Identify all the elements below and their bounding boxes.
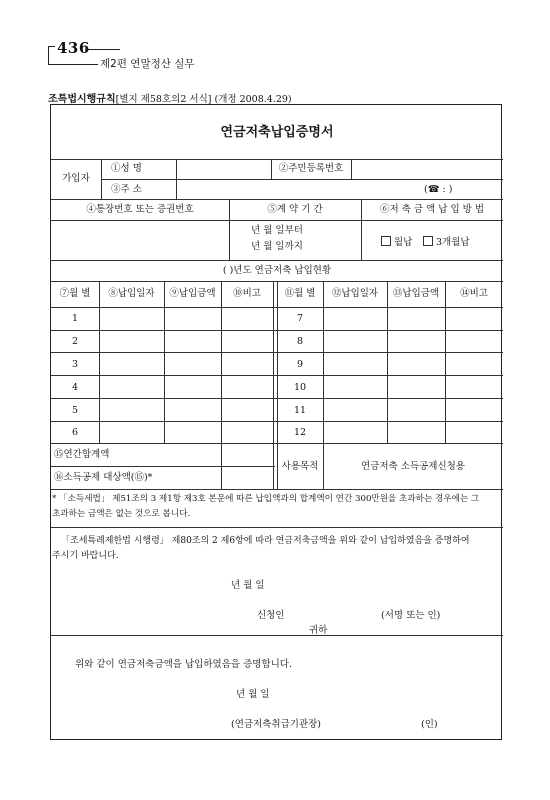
header-underline: [48, 64, 98, 65]
name-label: ①성 명: [111, 163, 142, 174]
col-date-2: ⑫납입일자: [331, 288, 379, 299]
applicant-label: 신청인: [257, 610, 285, 621]
col-amount: ⑨납입금액: [169, 288, 216, 299]
footnote-line-1: * 「소득세법」 제51조의 3 제1항 제3호 본문에 따른 납입액과의 합계액이 연간 300만원을 초과하는 경우에는 그: [52, 494, 480, 504]
account-label: ④통장번호 또는 증권번호: [86, 204, 194, 215]
header-bracket: [48, 46, 55, 65]
month-cell: 7: [296, 313, 304, 324]
purpose-label: 사용목적: [281, 461, 319, 472]
quarterly-label: 3개월납: [436, 237, 470, 248]
page-number: 436: [57, 39, 90, 57]
certify-date: 년 월 일: [236, 689, 270, 700]
col-month: ⑦월 별: [59, 288, 91, 299]
form-title: 연금저축납입증명서: [220, 125, 334, 140]
subscriber-label: 가입자: [62, 173, 90, 184]
section-title: 제2편 연말정산 실무: [100, 58, 195, 70]
seal-label: (인): [421, 719, 438, 730]
monthly-label: 월납: [394, 237, 413, 248]
request-line-1: 「조세특례제한법 시행령」 제80조의 2 제6항에 따라 연금저축금액을 위와 같이 납입하였음을 증명하여: [61, 536, 470, 546]
footnote-line-2: 초과하는 금액은 없는 것으로 봅니다.: [52, 509, 191, 519]
purpose-value: 연금저축 소득공제신청용: [361, 461, 465, 472]
form-reference: [48, 90, 292, 105]
request-date: 년 월 일: [231, 580, 265, 591]
month-cell: 1: [71, 313, 79, 324]
resident-no-label: ②주민등록번호: [278, 163, 344, 174]
month-cell: 3: [71, 359, 79, 370]
month-cell: 12: [293, 427, 307, 438]
certify-text: 위와 같이 연금저축금액을 납입하였음을 증명합니다.: [75, 659, 292, 670]
checkbox-quarterly[interactable]: [423, 236, 433, 246]
monthly-option[interactable]: [381, 236, 412, 248]
resident-no-field[interactable]: [351, 164, 501, 176]
period-label: ⑤계 약 기 간: [267, 204, 323, 215]
month-cell: 10: [293, 382, 307, 393]
name-field[interactable]: [176, 164, 271, 176]
rule-revision: (개정 2008.4.29): [214, 94, 292, 105]
annual-total-label: ⑮연간합계액: [54, 449, 110, 460]
address-label: ③주 소: [111, 184, 142, 195]
month-cell: 4: [71, 382, 79, 393]
col-note: ⑩비고: [233, 288, 261, 299]
phone-label: (☎ : ): [424, 184, 453, 195]
method-label: ⑥저 축 금 액 납 입 방 법: [379, 204, 485, 215]
request-line-2: 주시기 바랍니다.: [52, 551, 119, 561]
rule-name: 조특법시행규칙: [48, 94, 116, 105]
certificate-form: [50, 104, 502, 740]
col-date: ⑧납입일자: [108, 288, 155, 299]
month-cell: 11: [293, 405, 307, 416]
month-cell: 2: [71, 336, 79, 347]
month-cell: 9: [296, 359, 304, 370]
month-cell: 5: [71, 405, 79, 416]
issuer-label: (연금저축취급기관장): [231, 719, 322, 730]
col-note-2: ⑭비고: [460, 288, 488, 299]
signature-label: (서명 또는 인): [381, 610, 441, 621]
header-rule: [85, 49, 120, 50]
month-cell: 8: [296, 336, 304, 347]
col-month-2: ⑪월 별: [284, 288, 316, 299]
col-amount-2: ⑬납입금액: [392, 288, 440, 299]
status-title: ( )년도 연금저축 납입현황: [222, 265, 332, 276]
addressee: 귀하: [309, 625, 328, 636]
rule-ref: [별지 제58호의2 서식]: [115, 94, 212, 105]
period-to: 년 월 일까지: [251, 241, 303, 252]
checkbox-monthly[interactable]: [381, 236, 391, 246]
quarterly-option[interactable]: [423, 236, 470, 248]
month-cell: 6: [71, 427, 79, 438]
period-from: 년 월 일부터: [251, 225, 303, 236]
deduction-target-label: ⑯소득공제 대상액(⑮)*: [54, 472, 153, 483]
